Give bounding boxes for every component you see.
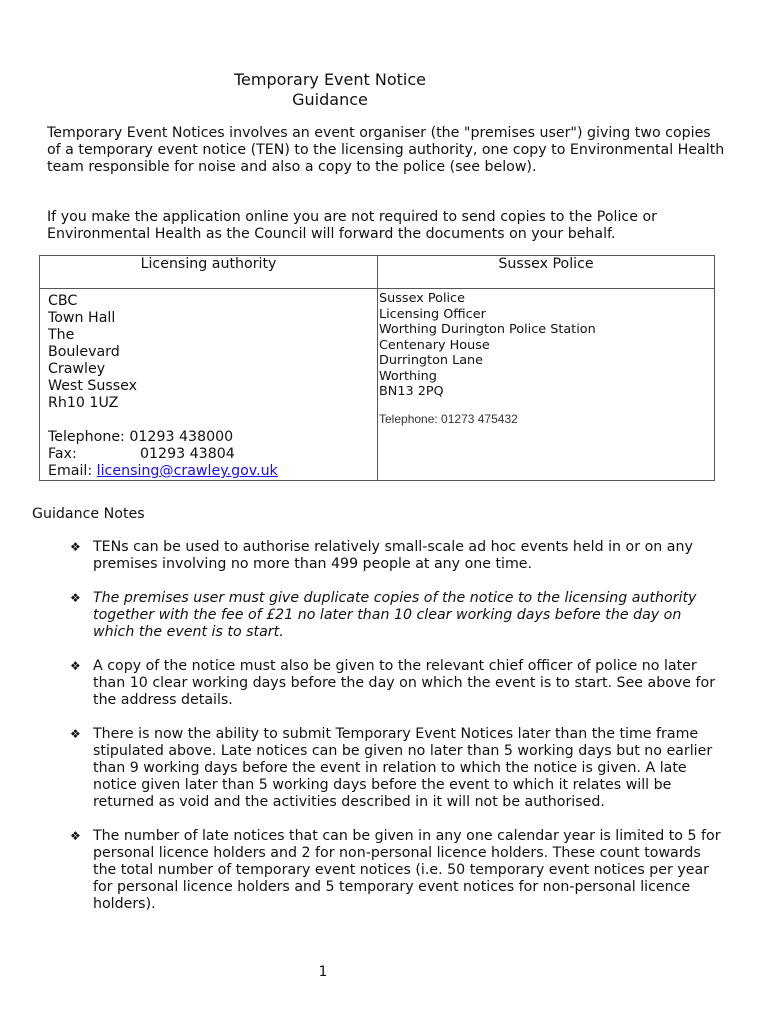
la-email-label: Email: xyxy=(48,463,93,479)
title-line-2: Guidance xyxy=(292,90,368,109)
list-item xyxy=(70,658,725,709)
la-address-line: The xyxy=(48,327,75,343)
la-fax xyxy=(48,446,377,463)
note-text: The number of late notices that can be given in any one calendar year is limited to 5 for personal licence holders and 2 for non-personal licence holders. These count towards the total number of temporary event notices (i.e. 50 temporary event notices per year for personal licence holders and 5 temporary event notices for non-personal licence holders). xyxy=(93,828,721,912)
la-address-line: Town Hall xyxy=(48,310,116,326)
list-item xyxy=(70,726,725,811)
header-licensing-authority: Licensing authority xyxy=(40,256,378,289)
contacts-table-header-row xyxy=(40,256,715,289)
note-text: There is now the ability to submit Temporary Event Notices later than the time frame stipulated above. Late notices can be given no later than 5 working days but no earlier than 9 working days before the event in relation to which the notice is given. A late notice given later than 5 working days before the event to which it relates will be returned as void and the activities described in it will not be authorised. xyxy=(93,726,713,810)
la-fax-value: 01293 43804 xyxy=(140,446,235,462)
la-address-line: West Sussex xyxy=(48,378,138,394)
sp-address-line: Licensing Officer xyxy=(379,306,486,322)
list-item xyxy=(70,828,725,913)
document-title xyxy=(0,70,660,110)
list-item xyxy=(70,539,725,573)
sp-address-line: Durrington Lane xyxy=(379,353,484,368)
list-item xyxy=(70,590,725,641)
diamond-bullet-icon: ❖ xyxy=(70,591,81,605)
sp-address-line: Worthing xyxy=(379,368,437,384)
title-line-1: Temporary Event Notice xyxy=(234,70,426,89)
intro-paragraph-2: If you make the application online you are not required to send copies to the Police or Environmental Health as the Council will forward the documents on your behalf. xyxy=(47,209,657,242)
la-address-line: Rh10 1UZ xyxy=(48,395,119,411)
guidance-notes-list xyxy=(70,539,725,913)
page-number: 1 xyxy=(318,964,328,980)
la-telephone xyxy=(48,429,377,446)
contacts-table-body-row xyxy=(40,289,715,481)
sussex-police-cell xyxy=(378,289,715,481)
diamond-bullet-icon: ❖ xyxy=(70,829,81,843)
note-text: The premises user must give duplicate copies of the notice to the licensing authority together with the fee of £21 no later than 10 clear working days before the day on which the event is to start. xyxy=(93,590,697,640)
diamond-bullet-icon: ❖ xyxy=(70,727,81,741)
la-address-line: CBC xyxy=(48,293,78,309)
contacts-table xyxy=(39,255,715,481)
header-sussex-police: Sussex Police xyxy=(378,256,715,289)
sp-telephone: Telephone: 01273 475432 xyxy=(379,411,518,426)
la-address-line: Crawley xyxy=(48,361,106,377)
diamond-bullet-icon: ❖ xyxy=(70,659,81,673)
sp-address-line: Centenary House xyxy=(379,337,490,353)
la-address-line: Boulevard xyxy=(48,344,120,360)
la-telephone-value: 01293 438000 xyxy=(129,429,234,445)
sp-address-line: BN13 2PQ xyxy=(379,384,444,399)
la-telephone-label: Telephone: xyxy=(48,429,125,445)
intro-paragraph-1: Temporary Event Notices involves an event organiser (the "premises user") giving two copies of a temporary event notice (TEN) to the licensing authority, one copy to Environmental Health team responsible for noise and also a copy to the police (see below). xyxy=(47,125,725,175)
la-fax-label: Fax: xyxy=(48,446,77,462)
note-text: TENs can be used to authorise relatively small-scale ad hoc events held in or on any premises involving no more than 499 people at any one time. xyxy=(93,539,693,572)
diamond-bullet-icon: ❖ xyxy=(70,540,81,554)
sp-address-line: Worthing Durington Police Station xyxy=(379,322,596,337)
licensing-authority-cell xyxy=(40,289,378,481)
guidance-notes-heading: Guidance Notes xyxy=(32,506,145,522)
sp-address-line: Sussex Police xyxy=(379,291,465,306)
la-email-link[interactable]: licensing@crawley.gov.uk xyxy=(96,463,278,479)
la-email xyxy=(48,463,377,480)
note-text: A copy of the notice must also be given to the relevant chief officer of police no later than 10 clear working days before the day on which the event is to start. See above for the address details. xyxy=(93,658,716,708)
